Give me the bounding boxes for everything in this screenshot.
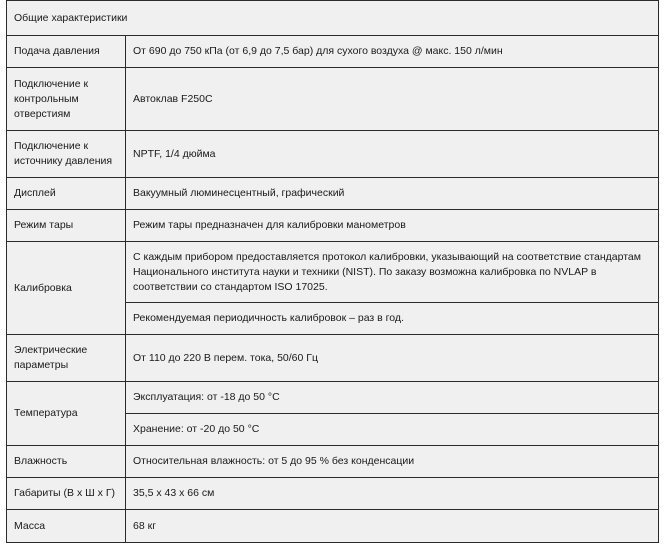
row-value: Режим тары предназначен для калибровки манометров — [126, 210, 659, 242]
row-value: Относительная влажность: от 5 до 95 % без конденсации — [126, 446, 659, 478]
row-label: Температура — [7, 382, 126, 446]
row-label: Масса — [7, 510, 126, 543]
table-row — [7, 335, 659, 382]
table-row — [7, 478, 659, 510]
row-label: Габариты (В х Ш х Г) — [7, 478, 126, 510]
row-label: Влажность — [7, 446, 126, 478]
table-row — [7, 68, 659, 131]
table-row — [7, 210, 659, 242]
row-value: NPTF, 1/4 дюйма — [126, 131, 659, 178]
row-label: Подключение к контрольным отверстиям — [7, 68, 126, 131]
table-row — [7, 242, 659, 303]
row-value: Рекомендуемая периодичность калибровок – раз в год. — [126, 303, 659, 335]
row-value: Вакуумный люминесцентный, графический — [126, 178, 659, 210]
row-label: Дисплей — [7, 178, 126, 210]
row-value: 35,5 x 43 x 66 см — [126, 478, 659, 510]
row-label: Подача давления — [7, 36, 126, 68]
spec-table — [6, 0, 659, 543]
table-row — [7, 131, 659, 178]
row-label: Калибровка — [7, 242, 126, 335]
row-value: От 110 до 220 В перем. тока, 50/60 Гц — [126, 335, 659, 382]
table-header: Общие характеристики — [7, 1, 659, 36]
row-value: С каждым прибором предоставляется протокол калибровки, указывающий на соответствие стандартам Национального института науки и техники (NIST). По заказу возможна калибровка по NVLAP в соответствии со стандартом ISO 17025. — [126, 242, 659, 303]
row-label: Электрические параметры — [7, 335, 126, 382]
table-row — [7, 446, 659, 478]
table-header-row — [7, 1, 659, 36]
row-value: 68 кг — [126, 510, 659, 543]
table-row — [7, 382, 659, 414]
row-label: Режим тары — [7, 210, 126, 242]
table-row — [7, 510, 659, 543]
row-value: Эксплуатация: от -18 до 50 °C — [126, 382, 659, 414]
row-value: Хранение: от -20 до 50 °C — [126, 414, 659, 446]
spec-sheet — [6, 0, 658, 549]
table-row — [7, 178, 659, 210]
row-value: От 690 до 750 кПа (от 6,9 до 7,5 бар) для сухого воздуха @ макс. 150 л/мин — [126, 36, 659, 68]
row-value: Автоклав F250C — [126, 68, 659, 131]
row-label: Подключение к источнику давления — [7, 131, 126, 178]
table-row — [7, 36, 659, 68]
